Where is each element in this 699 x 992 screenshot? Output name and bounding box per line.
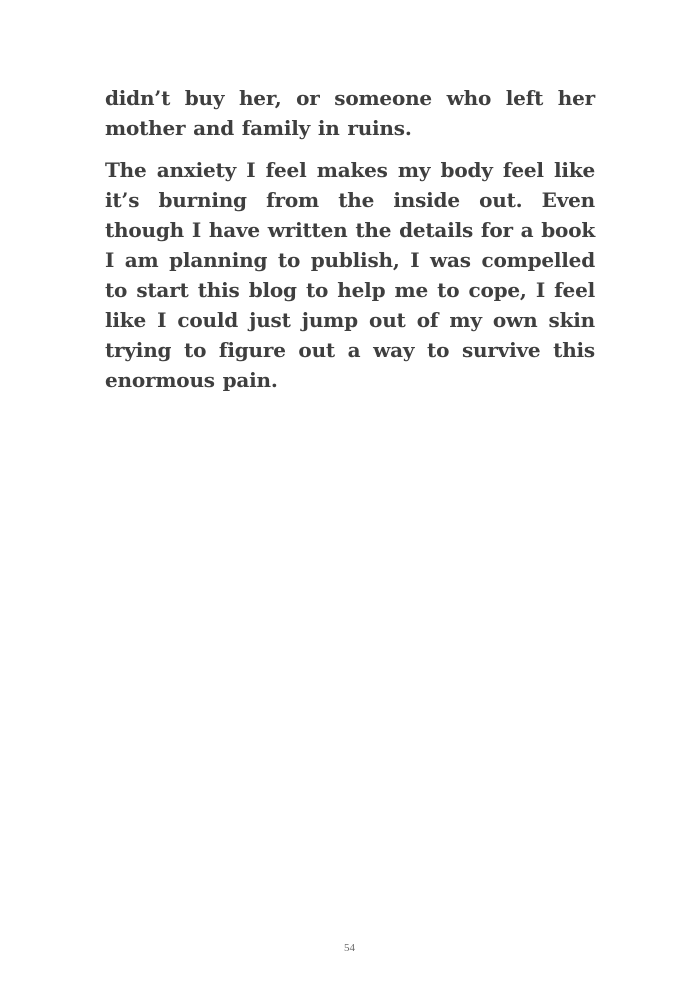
body-text xyxy=(105,83,595,407)
paragraph: didn’t buy her, or someone who left her mother and family in ruins. xyxy=(105,86,595,140)
page-number: 54 xyxy=(344,942,355,954)
paragraph: The anxiety I feel makes my body feel like it’s burning from the inside out. Even though I have written the details for a book I am planning to publish, I was compelled to start this blog to help me to cope, I feel like I could just jump out of my own skin trying to figure out a way to survive this enormous pain. xyxy=(105,158,595,392)
